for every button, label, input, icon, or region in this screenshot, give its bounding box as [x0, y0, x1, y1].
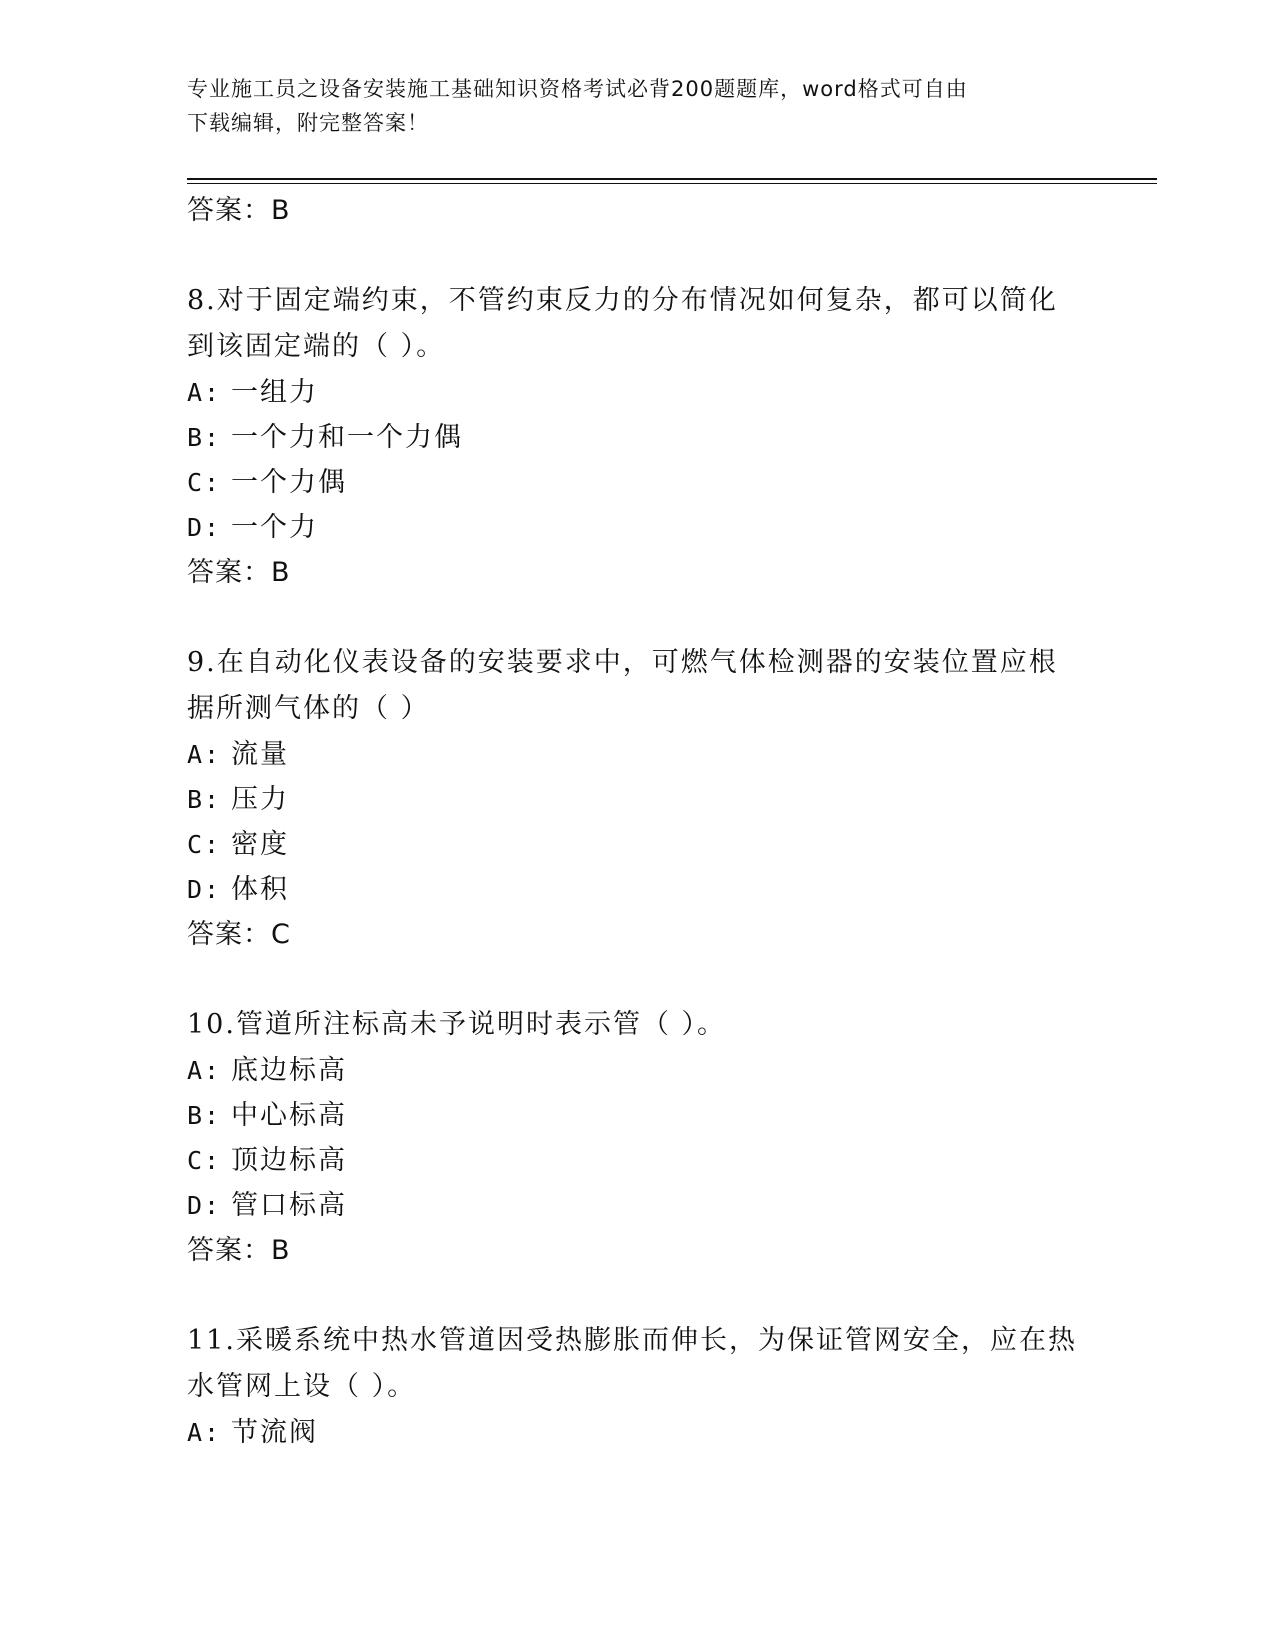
option-text: 中心标高: [231, 1100, 347, 1131]
option-label: B:: [187, 423, 222, 452]
option-label: A:: [187, 1418, 222, 1447]
option-label: D:: [187, 513, 222, 542]
option-d: [187, 867, 1087, 912]
question-stem: 8.对于固定端约束，不管约束反力的分布情况如何复杂，都可以简化: [187, 285, 1058, 316]
option-c: [187, 460, 1087, 505]
question-stem: 水管网上设（ ）。: [187, 1371, 417, 1402]
option-text: 一个力和一个力偶: [231, 422, 463, 453]
option-text: 流量: [231, 739, 289, 770]
option-c: [187, 1138, 1087, 1183]
answer-line: 答案：B: [187, 1235, 291, 1266]
option-text: 一个力偶: [231, 467, 347, 498]
option-label: C:: [187, 830, 222, 859]
option-label: D:: [187, 1191, 222, 1220]
document-header: [187, 72, 1067, 140]
option-label: A:: [187, 378, 222, 407]
option-text: 一个力: [231, 512, 318, 543]
option-text: 压力: [231, 784, 289, 815]
option-a: [187, 1048, 1087, 1093]
option-text: 管口标高: [231, 1190, 347, 1221]
answer-line: 答案：C: [187, 919, 291, 950]
question-stem: 到该固定端的（ ）。: [187, 331, 446, 362]
question-10: [187, 1002, 1087, 1274]
header-divider-thick: [187, 178, 1157, 180]
option-c: [187, 822, 1087, 867]
answer-line: 答案：B: [187, 557, 291, 588]
option-d: [187, 1183, 1087, 1228]
option-text: 底边标高: [231, 1055, 347, 1086]
option-label: B:: [187, 785, 222, 814]
option-text: 顶边标高: [231, 1145, 347, 1176]
option-label: B:: [187, 1101, 222, 1130]
option-b: [187, 1093, 1087, 1138]
option-d: [187, 505, 1087, 550]
question-stem: 11.采暖系统中热水管道因受热膨胀而伸长，为保证管网安全，应在热: [187, 1325, 1077, 1356]
option-a: [187, 1410, 1087, 1455]
question-8: [187, 278, 1087, 596]
header-divider-thin: [187, 183, 1157, 184]
option-label: A:: [187, 740, 222, 769]
question-list: [187, 188, 1087, 1455]
question-stem: 据所测气体的（ ）: [187, 693, 430, 724]
option-text: 体积: [231, 874, 289, 905]
option-label: D:: [187, 875, 222, 904]
option-b: [187, 777, 1087, 822]
question-9: [187, 640, 1087, 958]
option-b: [187, 415, 1087, 460]
question-11: [187, 1318, 1087, 1455]
question-stem: 9.在自动化仪表设备的安装要求中，可燃气体检测器的安装位置应根: [187, 647, 1058, 678]
option-text: 节流阀: [231, 1417, 318, 1448]
answer-line: 答案：B: [187, 195, 291, 226]
header-line-1: 专业施工员之设备安装施工基础知识资格考试必背200题题库，word格式可自由: [187, 77, 968, 101]
option-label: C:: [187, 1146, 222, 1175]
option-text: 一组力: [231, 377, 318, 408]
option-text: 密度: [231, 829, 289, 860]
option-label: A:: [187, 1056, 222, 1085]
header-line-2: 下载编辑，附完整答案！: [187, 111, 429, 135]
option-a: [187, 732, 1087, 777]
option-a: [187, 370, 1087, 415]
option-label: C:: [187, 468, 222, 497]
question-stem: 10.管道所注标高未予说明时表示管（ ）。: [187, 1009, 727, 1040]
